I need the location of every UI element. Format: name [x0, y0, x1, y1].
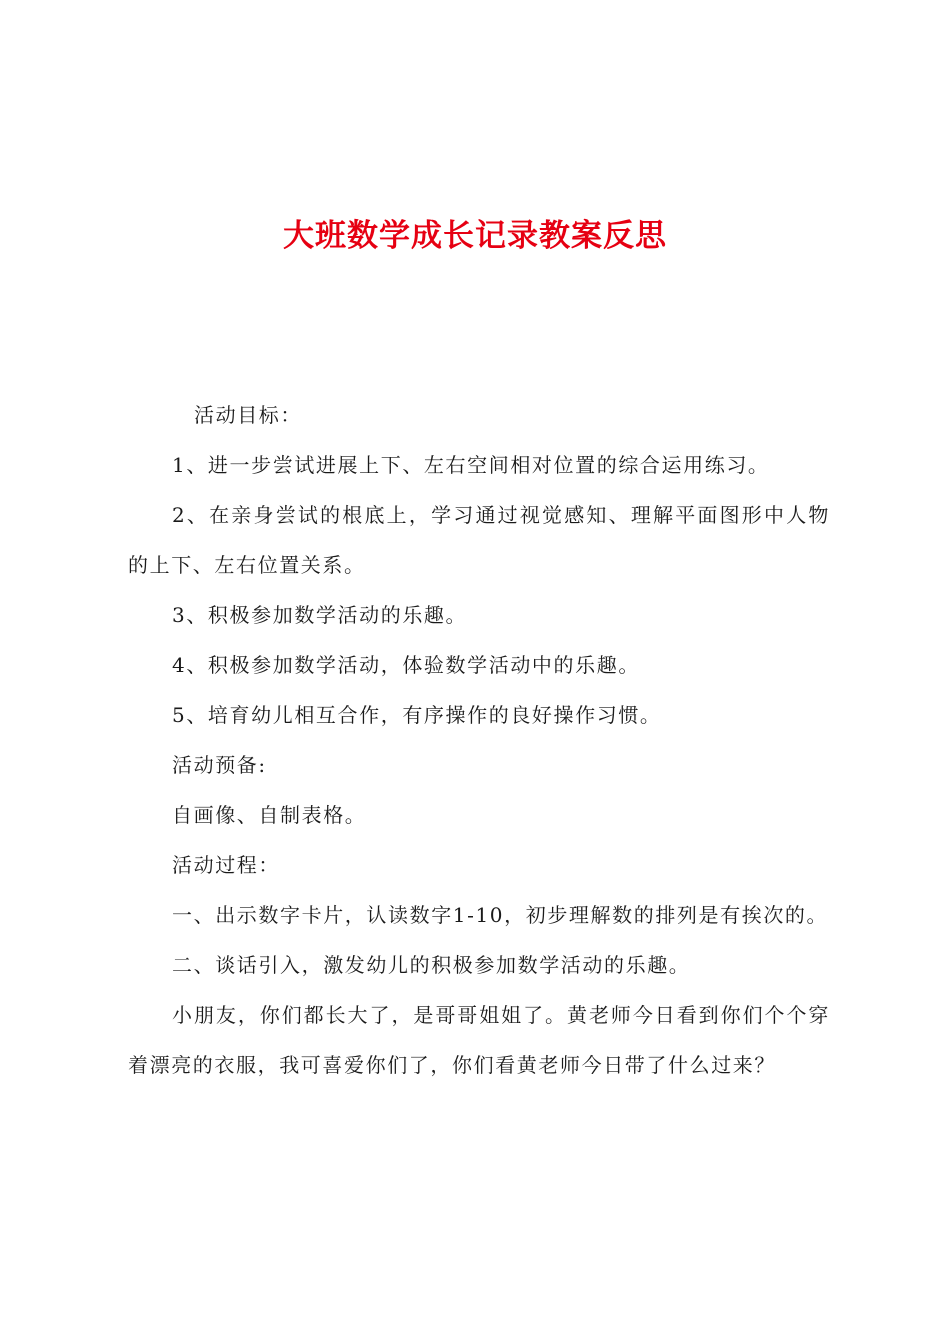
paragraph-dialogue: 小朋友，你们都长大了，是哥哥姐姐了。黄老师今日看到你们个个穿着漂亮的衣服，我可喜爱你们了，你们看黄老师今日带了什么过来？ [128, 1003, 830, 1077]
paragraph-goal-5: 5、培育幼儿相互合作，有序操作的良好操作习惯。 [172, 703, 662, 727]
paragraph-goal-3: 3、积极参加数学活动的乐趣。 [172, 603, 468, 627]
paragraph-goal-2: 2、在亲身尝试的根底上，学习通过视觉感知、理解平面图形中人物的上下、左右位置关系。 [128, 503, 830, 577]
paragraph-process-1: 一、出示数字卡片，认读数字1-10，初步理解数的排列是有挨次的。 [172, 903, 829, 927]
page-title: 大班数学成长记录教案反思 [283, 218, 667, 254]
paragraph-preparation: 自画像、自制表格。 [172, 803, 367, 827]
paragraph-goal-4: 4、积极参加数学活动，体验数学活动中的乐趣。 [172, 653, 640, 677]
paragraph-process-2: 二、谈话引入，激发幼儿的积极参加数学活动的乐趣。 [172, 953, 691, 977]
paragraph-goal-1: 1、进一步尝试进展上下、左右空间相对位置的综合运用练习。 [172, 453, 770, 477]
paragraph-preparation-heading: 活动预备: [172, 753, 267, 777]
document-body [128, 390, 830, 1090]
paragraph-process-heading: 活动过程： [172, 853, 280, 877]
paragraph-activity-goals-heading: 活动目标： [194, 403, 302, 427]
